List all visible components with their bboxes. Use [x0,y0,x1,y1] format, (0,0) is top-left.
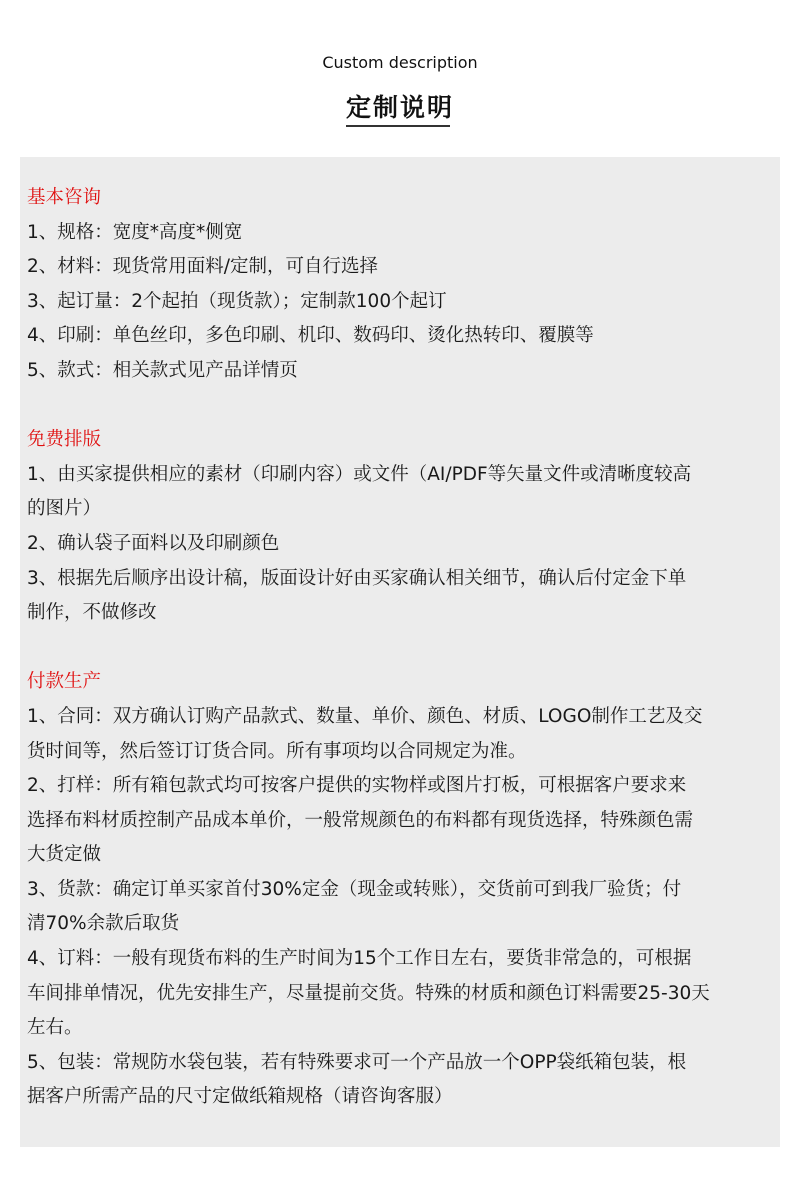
section-heading: 免费排版 [27,429,102,451]
item-line: 左右。 [27,1017,83,1039]
item-line: 制作，不做修改 [27,602,157,624]
list-item [27,458,780,527]
item-line: 1、由买家提供相应的素材（印刷内容）或文件（AI/PDF等矢量文件或清晰度较高 [27,463,692,485]
list-item [27,562,780,631]
content-panel [20,157,780,1147]
item-line: 3、根据先后顺序出设计稿，版面设计好由买家确认相关细节，确认后付定金下单 [27,567,687,589]
item-line: 大货定做 [27,844,102,866]
list-item [27,216,780,251]
section-gap [27,389,780,424]
item-line: 2、材料：现货常用面料/定制，可自行选择 [27,256,379,278]
title-underline [346,125,450,127]
section [27,423,780,631]
item-line: 选择布料材质控制产品成本单价，一般常规颜色的布料都有现货选择，特殊颜色需 [27,809,694,831]
list-item [27,250,780,285]
page-subtitle: Custom description [322,53,478,72]
item-line: 1、合同：双方确认订购产品款式、数量、单价、颜色、材质、LOGO制作工艺及交 [27,705,703,727]
section-heading: 基本咨询 [27,187,102,208]
list-item [27,319,780,354]
item-line: 3、起订量：2个起拍（现货款）；定制款100个起订 [27,290,447,312]
item-line: 4、订料：一般有现货布料的生产时间为15个工作日左右，要货非常急的，可根据 [27,948,692,970]
section [27,665,780,1115]
list-item [27,873,780,942]
item-line: 2、打样：所有箱包款式均可按客户提供的实物样或图片打板，可根据客户要求来 [27,775,687,797]
list-item [27,354,780,389]
section [27,181,780,389]
item-line: 货时间等，然后签订订货合同。所有事项均以合同规定为准。 [27,740,527,762]
item-line: 4、印刷：单色丝印，多色印刷、机印、数码印、烫化热转印、覆膜等 [27,325,594,347]
section-gap [27,631,780,666]
item-line: 2、确认袋子面料以及印刷颜色 [27,532,280,554]
list-item [27,769,780,873]
list-item [27,700,780,769]
section-heading: 付款生产 [27,671,102,693]
item-line: 1、规格：宽度*高度*侧宽 [27,221,243,243]
item-line: 5、包装：常规防水袋包装，若有特殊要求可一个产品放一个OPP袋纸箱包装，根 [27,1051,687,1073]
list-item [27,942,780,1046]
item-line: 的图片） [27,498,102,520]
item-line: 据客户所需产品的尺寸定做纸箱规格（请咨询客服） [27,1086,453,1108]
page-title: 定制说明 [345,93,454,122]
item-line: 3、货款：确定订单买家首付30%定金（现金或转账），交货前可到我厂验货；付 [27,878,682,900]
list-item [27,285,780,320]
item-line: 清70%余款后取货 [27,913,180,935]
list-item [27,1046,780,1115]
item-line: 车间排单情况，优先安排生产，尽量提前交货。特殊的材质和颜色订料需要25-30天 [27,982,710,1004]
item-line: 5、款式：相关款式见产品详情页 [27,359,298,381]
list-item [27,527,780,562]
